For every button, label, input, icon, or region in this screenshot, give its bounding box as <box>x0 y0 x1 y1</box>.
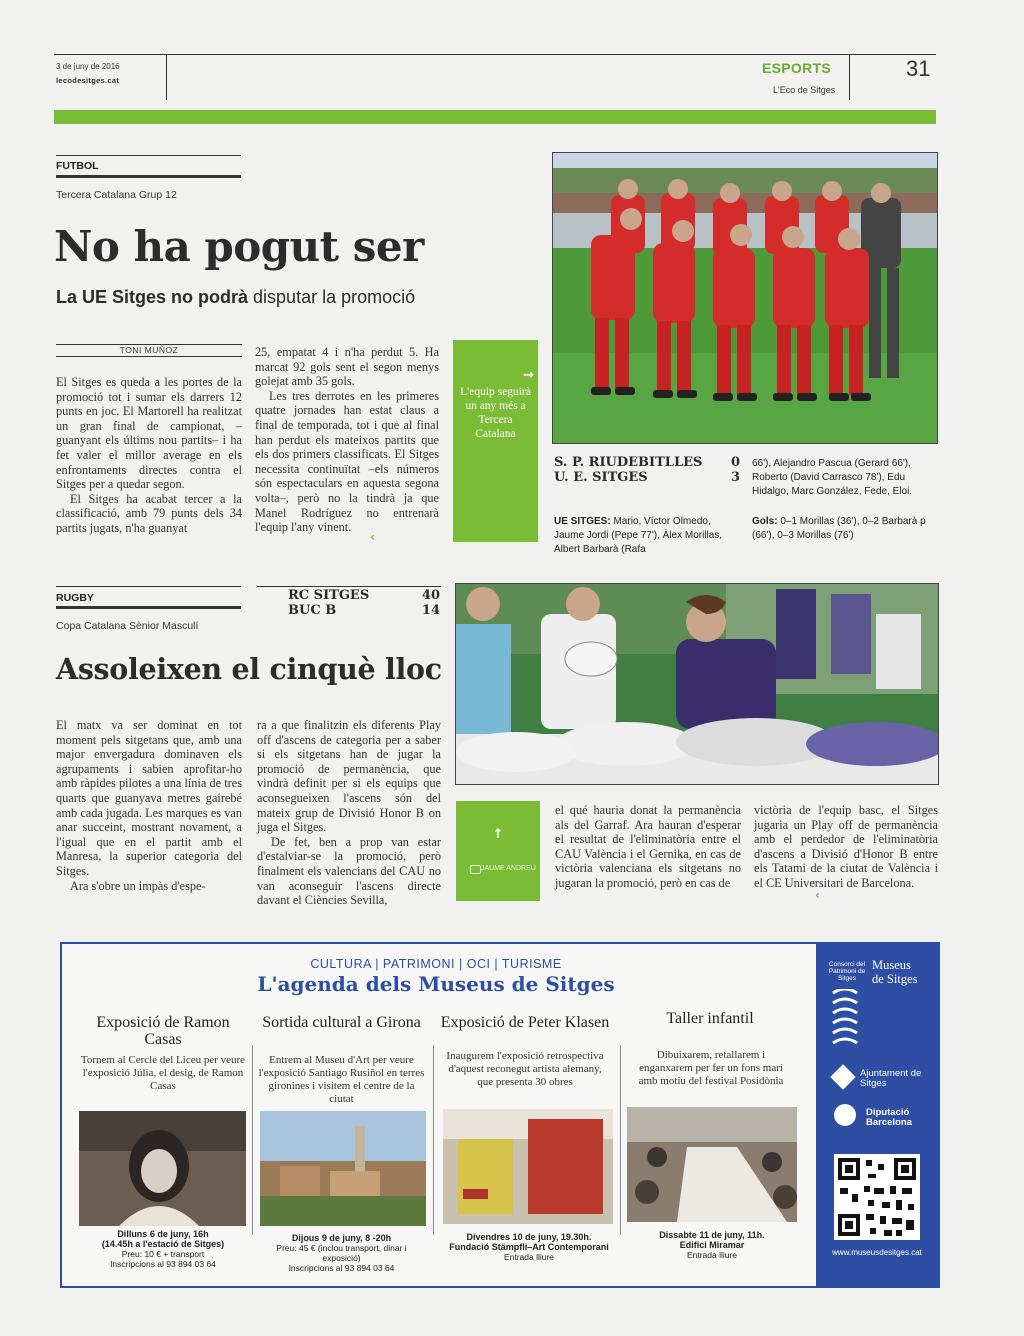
arrow-up-icon: ↑ <box>492 827 504 842</box>
football-caption: L'equip seguirà un any més a Tercera Catalana <box>460 386 531 440</box>
paragraph: victòria de l'equip basc, el Sitges jugaria un Play off de permanència amb el perdedor de l'eliminatòria d'ascens a Divisió d'Honor B entre els Tatami de la ciutat de València i el CE Universitari de Barcelona. <box>754 803 938 890</box>
event-image-ramon-casas <box>79 1111 246 1226</box>
event-details <box>440 1232 618 1262</box>
goals-label: Gols: <box>752 516 778 527</box>
ad-sidebar <box>816 944 938 1286</box>
paragraph: El Sitges es queda a les portes de la promoció tot i sumar els darrers 12 punts en joc. El Martorell ha realitzat un gran final de campionat, –guanyant els últims nou partits– i ha fet valer el millor average en els enfrontaments directes contra el Sitges per a quedar segon. <box>56 375 242 492</box>
section-label: ESPORTS <box>762 60 832 76</box>
event-when: Divendres 10 de juny, 19.30h. <box>466 1232 592 1242</box>
football-lineup <box>554 515 740 557</box>
diputacio-crest-icon <box>834 1104 856 1126</box>
football-goals <box>752 515 936 543</box>
event-details <box>258 1233 425 1273</box>
diputacio-label: Diputació Barcelona <box>866 1107 912 1128</box>
football-subhead <box>56 287 415 308</box>
event-when: Dijous 9 de juny, 8 -20h <box>291 1233 392 1243</box>
qr-code-icon[interactable] <box>834 1154 920 1240</box>
publication-name: L'Eco de Sitges <box>773 85 836 95</box>
paragraph: el qué hauria donat la permanència als del Garraf. Ara hauran d'esperar el resultat de l'eliminatòria entre el CAU València i el Gernika, en cas de victòria valenciana els sitgetans no jugaran la promoció, però en cas de <box>555 803 741 890</box>
event-info: Inscripcions al 93 894 03 64 <box>288 1263 395 1273</box>
away-score: 3 <box>730 470 740 485</box>
event-title: Sortida cultural a Girona <box>262 1014 421 1031</box>
football-headline: No ha pogut ser <box>54 222 424 271</box>
event-info: Entrada lliure <box>503 1252 555 1262</box>
museus-emblem-icon <box>830 989 860 1051</box>
home-score: 0 <box>730 455 740 470</box>
subhead-rest: disputar la promoció <box>248 287 416 307</box>
event-description: Entrem al Museu d'Art per veure l'exposició Santiago Rusiñol en terres gironines i visitem el centre de la ciutat <box>258 1054 425 1105</box>
arrow-right-icon: → <box>523 368 534 383</box>
event-description: Inaugurem l'exposició retrospectiva d'aquest reconegut artista alemany, que presenta 30 obres <box>446 1050 604 1088</box>
event-place: Fundació Stämpfli–Art Contemporani <box>449 1242 609 1252</box>
end-mark-icon: ‹ <box>370 530 375 544</box>
event-description: Dibuixarem, retallarem i enganxarem per fer un fons marí amb motiu del festival Posidònia <box>638 1049 784 1087</box>
rugby-competition: Copa Catalana Sènior Masculí <box>56 620 199 632</box>
event-details <box>80 1229 246 1269</box>
end-mark-icon: ‹ <box>815 888 820 902</box>
museus-url[interactable]: www.museusdesitges.cat <box>832 1248 922 1257</box>
rugby-section-label: RUGBY <box>56 592 94 604</box>
event-title: Exposició de Peter Klasen <box>440 1014 610 1031</box>
football-competition: Tercera Catalana Grup 12 <box>56 189 177 201</box>
away-score: 14 <box>421 603 440 618</box>
paragraph: 25, empatat 4 i n'ha perdut 5. Ha marcat 92 gols sent el segon menys golejat amb 35 gols. <box>255 345 439 389</box>
rugby-photo-credit: JAUME ANDREU <box>481 865 536 872</box>
event-info: Entrada lliure <box>686 1250 738 1260</box>
rugby-column-3 <box>555 803 741 891</box>
score-row-away <box>288 603 440 618</box>
event-price: Preu: 45 € (inclou transport, dinar i exposició) <box>276 1243 407 1263</box>
rugby-column-4 <box>754 803 938 891</box>
museus-logo-bottom: de Sitges <box>872 972 918 986</box>
header-green-bar <box>54 110 936 124</box>
paragraph: Les tres derrotes en les primeres quatre jornades han estat claus a final de temporada, tot i que al final han perdut els mateixos partits que els dos primers classificats. El Sitges necessita continuïtat –els números són espectaculars en aquesta segona volta–, però no la tindrà ja que Manel Rodríguez no entrenarà l'equip l'any vinent. <box>255 388 439 535</box>
event-description: Tornem al Cercle del Liceu per veure l'exposició Júlia, el desig, de Ramon Casas <box>80 1054 246 1092</box>
event-info: Inscripcions al 93 894 03 64 <box>110 1259 216 1269</box>
football-scoreboard <box>554 455 740 485</box>
header-date: 3 de juny de 2016 <box>56 62 120 71</box>
event-title: Exposició de Ramon Casas <box>96 1014 230 1048</box>
football-caption-box <box>453 340 538 542</box>
rugby-column-2 <box>257 718 441 908</box>
event-place: Edifici Miramar <box>679 1240 745 1250</box>
away-team: U. E. SITGES <box>554 470 648 485</box>
event-image-taller-infantil <box>627 1107 797 1222</box>
ajuntament-label: Ajuntament de Sitges <box>860 1068 922 1089</box>
football-lineup-cont: 66'), Alejandro Pascua (Gerard 66'), Roberto (David Carrasco 78'), Edu Hidalgo, Marc González, Fede, Eloi. <box>752 458 913 497</box>
event-title: Taller infantil <box>666 1010 754 1027</box>
rugby-headline: Assoleixen el cinquè lloc <box>56 652 442 686</box>
subhead-bold: La UE Sitges no podrà <box>56 287 249 307</box>
score-row-home <box>554 455 740 470</box>
lineup-text: Mario, Víctor Olmedo, Jaume Jordi (Pepe 77'), Àlex Morillas, Albert Barbarà (Rafa <box>554 516 723 555</box>
rugby-column-1 <box>56 718 242 893</box>
event-when: Dilluns 6 de juny, 16h <box>117 1229 209 1239</box>
event-image-girona <box>260 1111 426 1226</box>
event-when-note: (14.45h a l'estació de Sitges) <box>101 1239 225 1249</box>
ad-topline: CULTURA | PATRIMONI | OCI | TURISME <box>310 957 562 971</box>
football-byline: TONI MUÑOZ <box>119 345 179 355</box>
ad-title: L'agenda dels Museus de Sitges <box>257 972 615 996</box>
event-price: Preu: 10 € + transport <box>121 1249 205 1259</box>
event-image-peter-klasen <box>443 1109 613 1224</box>
paragraph: El Sitges ha acabat tercer a la classificació, amb 79 punts dels 34 partits jugats, n'ha guanyat <box>56 491 242 535</box>
paragraph: El matx va ser dominat en tot moment pels sitgetans que, amb una major envergadura dominaven els agrupaments i sabien aprofitar-ho amb ràpides pilotes a una línia de tres quarts que guanyava metres gairebé amb cada jugada. Les marques es van anar succeint, mostrant novament, a l'igual que en el partit amb el Manresa, la superior categoria del Sitges. <box>56 718 242 878</box>
goals-text: 0–1 Morillas (36'), 0–2 Barbarà p (66'), 0–3 Morillas (76') <box>752 516 926 541</box>
camera-icon <box>470 865 481 874</box>
ajuntament-crest-icon <box>830 1064 855 1089</box>
home-score: 40 <box>421 588 440 603</box>
header-website[interactable]: lecodesitges.cat <box>56 76 120 85</box>
event-details <box>627 1230 797 1260</box>
page-number: 31 <box>906 56 931 81</box>
rugby-scoreboard <box>288 588 440 618</box>
rugby-match-photo <box>455 583 939 785</box>
football-team-photo <box>552 152 938 444</box>
football-section-label: FUTBOL <box>56 160 99 172</box>
rugby-photo-credit-box <box>456 801 540 901</box>
paragraph: Ara s'obre un impàs d'espe- <box>70 878 206 893</box>
football-column-1 <box>56 375 242 536</box>
lineup-label: UE SITGES: <box>554 516 611 527</box>
football-column-2 <box>255 345 439 535</box>
home-team: RC SITGES <box>288 588 370 603</box>
away-team: BUC B <box>288 603 337 618</box>
consorci-label: Consorci del Patrimoni de Sitges <box>828 961 866 982</box>
paragraph: ra a que finalitzin els diferents Play off d'ascens de categoria per a saber si els sitgetans han de jugar la promoció de permanència, que vindrà definit per si els equips que aconsegueixen l'ascens són del mateix grup de Divisió Honor B on juga el Sitges. <box>257 718 441 835</box>
score-row-home <box>288 588 440 603</box>
home-team: S. P. RIUDEBITLLES <box>554 455 703 470</box>
paragraph: De fet, ben a prop van estar d'estalviar-se la promoció, però finalment els valencians del CAU no van aconseguir l'ascens directe davant el Ciències Sevilla, <box>257 834 441 908</box>
event-when: Dissabte 11 de juny, 11h. <box>659 1230 765 1240</box>
score-row-away <box>554 470 740 485</box>
museus-logo-top: Museus <box>872 958 911 972</box>
